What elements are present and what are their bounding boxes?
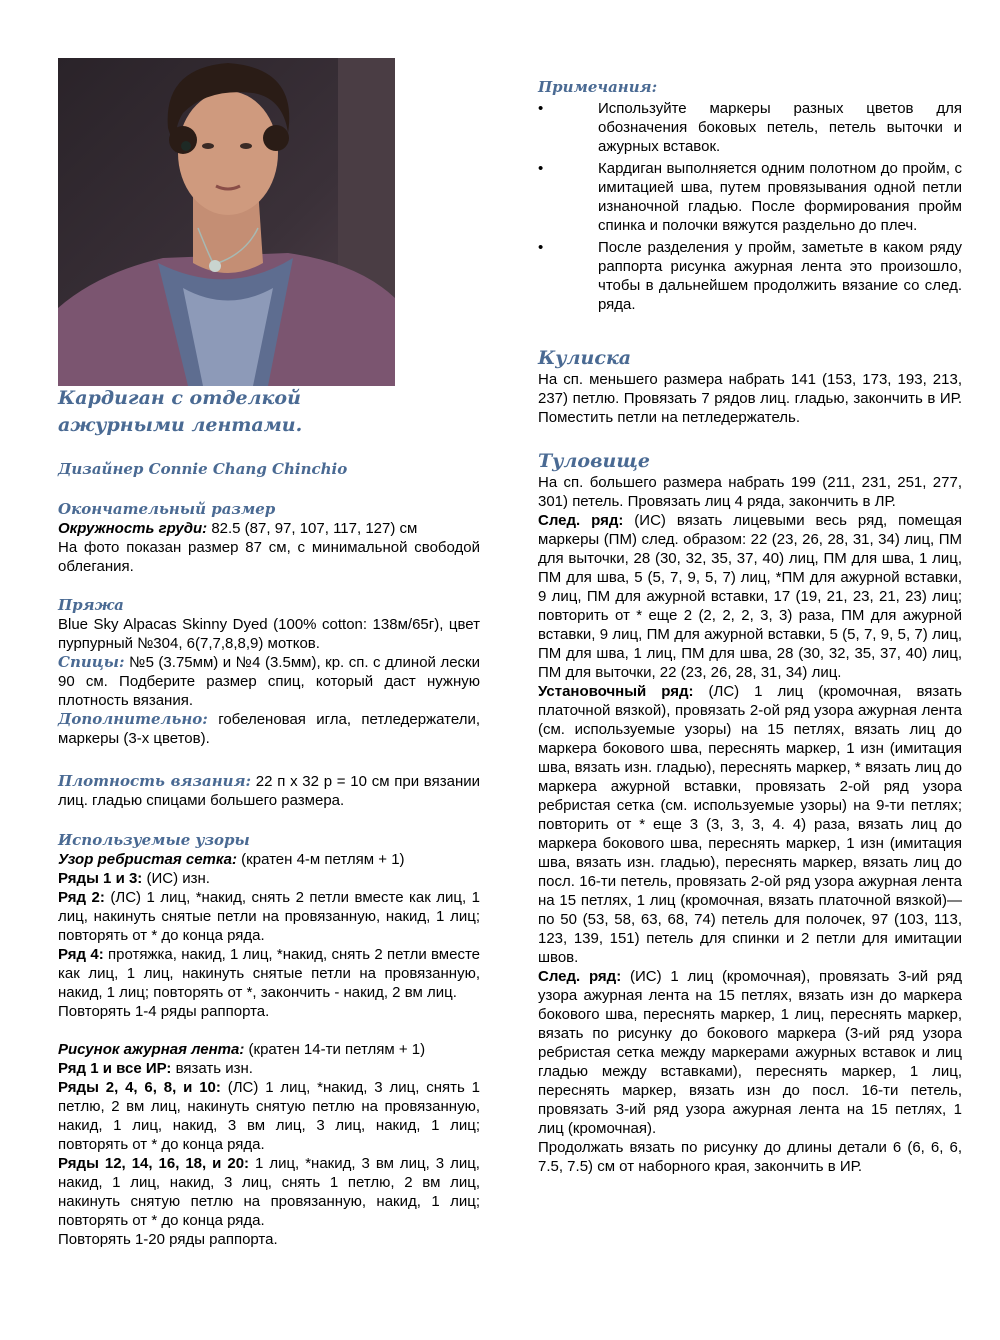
extras-text: гобеленовая игла, петледержатели, маркеры (3-х цветов). [58,711,480,747]
lace-row-1-label: Ряд 1 и все ИР: [58,1060,172,1077]
gauge-section [58,772,480,810]
body-setup-row-text: (ЛС) 1 лиц (кромочная, вязать платочной вязкой), провязать 2-ой ряд узора ажурная лента (см. используемые узоры) на 15 петлях, вязать лиц до маркера бокового шва, переснять маркер, 1 изн (имитация шва, вязать изн. гладью), переснять маркер, * вязать лиц до маркера ажурной вставки, провязать 2-ой ряд узора ребристая сетка (см. используемые узоры) на 9-ти петлях; повторить от * еще 3 (3, 3, 3, 4. 4) раза, вязать лиц до маркера бокового шва, переснять маркер, 1 изн (имитация шва, вязать изн. гладью), переснять маркер, вязать лиц до посл. 16-ти петель, провязать 2-ой ряд узора ажурная лента на 15 петлях, 1 лиц (кромочная, вязать платочной вязкой)— по 50 (53, 58, 63, 68, 74) петель для полочек, 97 (103, 113, 123, 139, 151) петель для спинки и 2 петли для имитации швов. [538,683,962,966]
size-heading: Окончательный размер [58,500,276,518]
kuliska-section [538,346,962,427]
bullet-icon: • [538,239,544,256]
notes-list [538,99,962,314]
gauge-line [58,772,480,810]
bullet-icon: • [538,100,544,117]
notes-heading: Примечания: [538,78,658,96]
bullet-icon: • [538,160,544,177]
extras-label: Дополнительно: [58,710,208,728]
note-text: После разделения у пройм, заметьте в каком ряду раппорта рисунка ажурная лента это произошло, чтобы в дальнейшем продолжить вязание со след. ряда. [598,239,962,313]
lace-rows-2-10-text: (ЛС) 1 лиц, *накид, 3 лиц, снять 1 петлю, 2 вм лиц, накинуть снятую петлю на провязанную, накид, 1 лиц, накид, 3 вм лиц, 3 лиц, накид, 1 лиц; повторять от * до конца ряда. [58,1079,480,1153]
size-note: На фото показан размер 87 см, с минимальной свободой облегания. [58,539,480,575]
patterns-heading: Используемые узоры [58,831,250,849]
extras-line [58,710,480,748]
body-next-row-1-label: След. ряд: [538,512,624,529]
body-next-row-2 [538,967,962,1138]
lace-pattern-text: (кратен 14-ти петлям + 1) [244,1041,426,1058]
body-next-row-1-text: (ИС) вязать лицевыми весь ряд, помещая маркеры (ПМ) след. образом: 22 (23, 26, 28, 31, 34) лиц, ПМ для выточки, 28 (30, 32, 35, 37, 40) лиц, ПМ для шва, 1 лиц, ПМ для шва, 5 (5, 7, 9, 5, 7) лиц, *ПМ для ажурной вставки, 9 лиц, ПМ для ажурной вставки, 17 (19, 21, 23, 21, 23) лиц; повторить от * еще 2 (2, 2, 2, 3, 3) раза, ПМ для ажурной вставки, 9 лиц, ПМ для ажурной вставки, 5 (5, 7, 9, 5, 7) лиц, ПМ для шва, 1 лиц, ПМ для шва, 28 (30, 32, 35, 37, 40) лиц, ПМ для выточки, 22 (23, 26, 28, 31, 34) лиц. [538,512,962,681]
rib-pattern-label: Узор ребристая сетка: [58,851,238,868]
size-section [58,499,480,576]
rib-row-4 [58,945,480,1002]
body-cast-on: На сп. большего размера набрать 199 (211, 231, 251, 277, 301) петель. Провязать лиц 4 ряда, закончить в ЛР. [538,474,962,510]
lace-rows-12-20-label: Ряды 12, 14, 16, 18, и 20: [58,1155,250,1172]
lace-rows-12-20-text: 1 лиц, *накид, 3 вм лиц, 3 лиц, накид, 1 лиц, накид, 3 лиц, снять 1 петлю, 2 вм лиц, накинуть снятую петлю на провязанную, накид, 1 лиц; повторять от * до конца ряда. [58,1155,480,1229]
rib-rows-1-3-label: Ряды 1 и 3: [58,870,143,887]
rib-rows-1-3-text: (ИС) изн. [142,870,210,887]
lace-rows-2-10-label: Ряды 2, 4, 6, 8, и 10: [58,1079,221,1096]
needles-label: Спицы: [58,653,125,671]
rib-rows-1-3 [58,869,480,888]
body-setup-row-label: Установочный ряд: [538,683,694,700]
body-section [538,449,962,1176]
gauge-label: Плотность вязания: [58,772,252,790]
rib-row-2 [58,888,480,945]
chest-value: 82.5 (87, 97, 107, 117, 127) см [207,520,418,537]
gauge-text: 22 п х 32 р = 10 см при вязании лиц. гладью спицами большего размера. [58,773,480,809]
note-text: Используйте маркеры разных цветов для обозначения боковых петель, петель выточки и ажурных вставок. [598,100,962,155]
model-photo [58,58,395,386]
needles-text: №5 (3.75мм) и №4 (3.5мм), кр. сп. с длиной лески 90 см. Подберите размер спиц, который даст нужную плотность вязания. [58,654,480,709]
rib-row-2-label: Ряд 2: [58,889,105,906]
rib-pattern-text: (кратен 4-м петлям + 1) [237,851,405,868]
rib-row-4-text: протяжка, накид, 1 лиц, *накид, снять 2 петли вместе как лиц, 1 лиц, накинуть снятые петли на провязанную, накид, 1 лиц; повторять от *, закончить - накид, 2 вм лиц. [58,946,481,1001]
rib-repeat: Повторять 1-4 ряды раппорта. [58,1003,270,1020]
body-continue: Продолжать вязать по рисунку до длины детали 6 (6, 6, 6, 7.5, 7.5) см от наборного края, закончить в ИР. [538,1139,962,1175]
lace-row-1-text: вязать изн. [171,1060,253,1077]
lace-rows-2-10 [58,1078,480,1154]
note-item [538,99,962,156]
note-item [538,238,962,314]
body-next-row-1 [538,511,962,682]
body-next-row-2-label: След. ряд: [538,968,622,985]
body-heading: Туловище [538,450,651,472]
kuliska-text: На сп. меньшего размера набрать 141 (153, 173, 193, 213, 237) петлю. Провязать 7 рядов лиц. гладью, закончить в ИР. Поместить петли на петледержатель. [538,371,962,426]
chest-label: Окружность груди: [58,520,208,537]
woman-in-cardigan-image [58,58,395,386]
chest-size-line [58,519,480,538]
pattern-title-line-2: ажурными лентами. [58,414,303,436]
patterns-section [58,830,480,1249]
lace-row-1 [58,1059,480,1078]
lace-rows-12-20 [58,1154,480,1230]
lace-pattern-line [58,1040,480,1059]
notes-section [538,77,962,317]
rib-pattern-line [58,850,480,869]
body-setup-row [538,682,962,967]
rib-row-2-text: (ЛС) 1 лиц, *накид, снять 2 петли вместе как лиц, 1 лиц, накинуть снятые петли на провязанную, накид, 1 лиц; повторять от * до конца ряда. [58,889,480,944]
yarn-heading: Пряжа [58,596,124,614]
body-next-row-2-text: (ИС) 1 лиц (кромочная), провязать 3-ий ряд узора ажурная лента на 15 петлях, вязать изн до маркера бокового шва, переснять маркер, 1 лиц, переснять маркер, вязать по рисунку до бокового маркера (3-ий ряд узора ребристая сетка между маркерами ажурных вставок и лиц гладью между вставками), переснять маркер, 1 лиц, переснять маркер, вязать изн до посл. 16-ти петель, провязать 3-ий ряд узора ажурная лента на 15 петлях, 1 лиц (кромочная). [538,968,962,1137]
designer-credit: Дизайнер Connie Chang Chinchio [58,460,348,478]
yarn-section [58,595,480,748]
yarn-text: Blue Sky Alpacas Skinny Dyed (100% cotton: 138м/65г), цвет пурпурный №304, 6(7,7,8,8,9) мотков. [58,616,480,652]
lace-repeat: Повторять 1-20 ряды раппорта. [58,1231,278,1248]
note-text: Кардиган выполняется одним полотном до пройм, с имитацией шва, путем провязывания одной петли изнаночной гладью. После формирования пройм спинка и полочки вяжутся раздельно до плеч. [598,160,962,234]
pattern-title-line-1: Кардиган с отделкой [58,387,301,409]
kuliska-heading: Кулиска [538,347,632,369]
lace-pattern-label: Рисунок ажурная лента: [58,1041,245,1058]
note-item [538,159,962,235]
needles-line [58,653,480,710]
rib-row-4-label: Ряд 4: [58,946,104,963]
